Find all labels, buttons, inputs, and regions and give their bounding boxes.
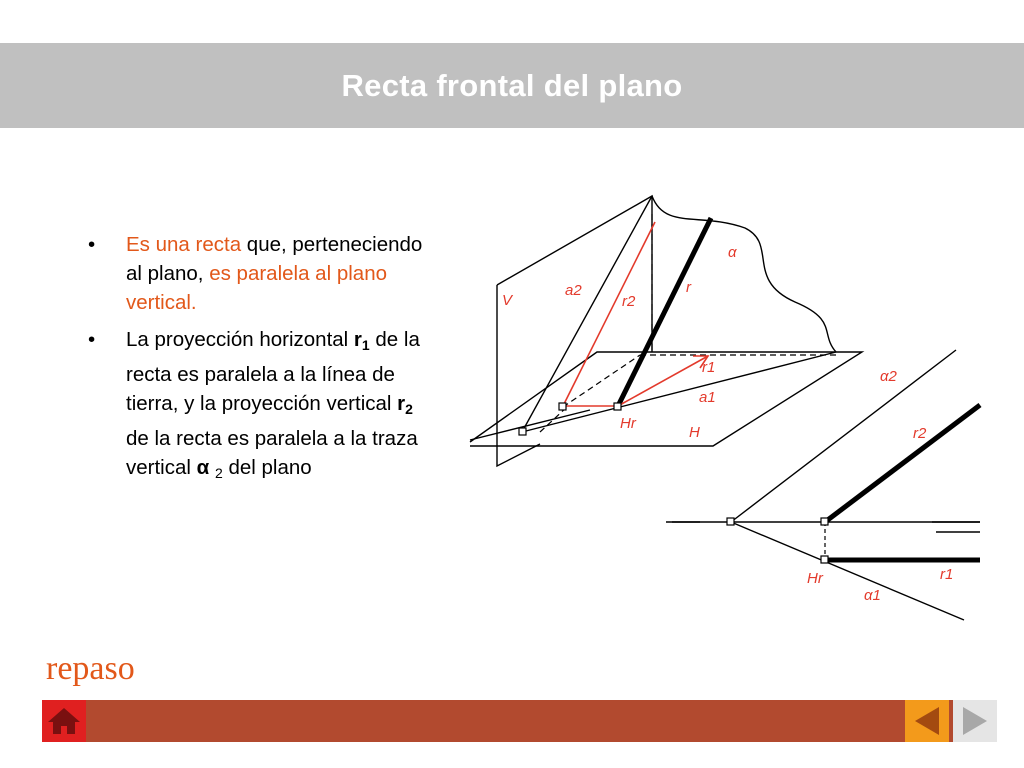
repaso-link[interactable]: repaso: [46, 650, 135, 687]
alpha1-trace: [522, 352, 836, 432]
body-text: que, perteneciendo al plano,: [126, 233, 423, 285]
label-Hr-2d: Hr: [807, 570, 823, 587]
symbol-alpha: α: [196, 456, 210, 479]
symbol-alpha-sub: 2: [214, 465, 223, 481]
label-r1-2d: r1: [940, 566, 954, 583]
previous-slide-button[interactable]: [905, 700, 949, 742]
alpha1-trace-2d: [731, 522, 964, 620]
symbol-r1: $r_1$: [353, 328, 370, 353]
label-a1: a1: [699, 389, 716, 406]
triangle-left-icon: [905, 700, 949, 742]
label-alpha1: α1: [864, 587, 881, 604]
label-alpha2: α2: [880, 368, 897, 385]
home-button[interactable]: [42, 700, 86, 742]
label-Hr: Hr: [620, 415, 636, 432]
navigation-bar: [42, 700, 997, 742]
point-marker: [559, 403, 566, 410]
next-slide-button[interactable]: [953, 700, 997, 742]
label-alpha: α: [728, 244, 737, 261]
point-marker: [821, 518, 828, 525]
point-marker: [519, 428, 526, 435]
label-V: V: [502, 292, 513, 309]
alpha2-trace: [522, 196, 652, 432]
label-r2: r2: [622, 293, 636, 310]
symbol-r2: $r_2$: [397, 392, 413, 417]
bullet-marker: •: [88, 233, 96, 256]
highlight-text: Es una recta: [126, 233, 242, 256]
point-marker: [821, 556, 828, 563]
label-a2: a2: [565, 282, 582, 299]
body-text: de la recta es paralela a la traza vertical: [126, 427, 418, 479]
body-text: La proyección horizontal: [126, 328, 354, 351]
point-marker: [614, 403, 621, 410]
line-r: [618, 218, 711, 406]
horizontal-plane-H: [470, 352, 862, 446]
projection-r2-2d: [825, 405, 980, 522]
label-r: r: [686, 279, 691, 296]
home-icon: [42, 700, 86, 742]
ground-line: [470, 410, 590, 440]
projection-r2: [563, 222, 655, 406]
body-text: de la recta es paralela a la línea de tierra, y la proyección vertical: [126, 328, 420, 415]
label-r2-2d: r2: [913, 425, 927, 442]
highlight-text: es paralela al plano vertical.: [126, 262, 387, 314]
plane-alpha-curve: [652, 196, 836, 352]
triangle-right-icon: [953, 700, 997, 742]
label-H: H: [689, 424, 700, 441]
body-text: del plano: [222, 456, 312, 479]
point-marker: [727, 518, 734, 525]
slide-title: Recta frontal del plano: [341, 67, 683, 103]
bullet-marker: •: [88, 328, 96, 351]
label-r1: r1: [702, 359, 716, 376]
vertical-plane-edge: [497, 285, 540, 466]
